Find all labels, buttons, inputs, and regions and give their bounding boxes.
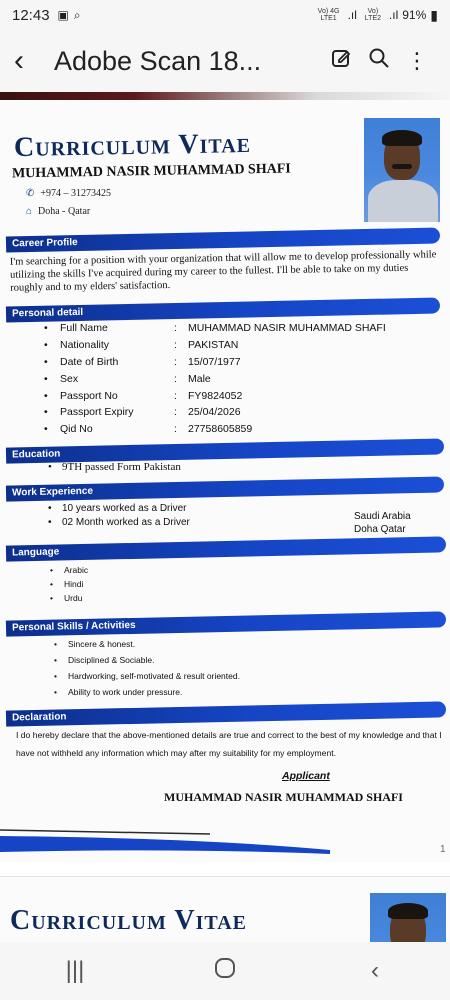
section-career-profile: Career Profile [6,227,440,252]
sim2-label: Vo) LTE2 [364,8,382,22]
home-circle-icon [214,957,236,979]
signature-name: MUHAMMAD NASIR MUHAMMAD SHAFI [164,790,403,804]
location-line [26,206,90,217]
sim1-label: Vo) 4G LTE1 [317,8,340,22]
home-button[interactable] [195,957,255,986]
list-item: • Sincere & honest. [54,636,240,652]
back-icon: ‹ [14,44,24,77]
cv-name: MUHAMMAD NASIR MUHAMMAD SHAFI [11,161,291,182]
page-number: 1 [440,844,446,855]
career-profile-text: I'm searching for a position with your organization that will allow me to develop professionally while utilizing the skills I've acquired during my career to the fullest. I'll be able to take on my duties roughly and to my elders' satisfaction. [9,249,437,294]
phone-number: +974 – 31273425 [40,188,112,199]
back-nav-icon: ‹ [371,957,379,984]
signal-icon-2: .ıl [388,8,399,22]
back-nav-button[interactable] [345,957,405,985]
profile-photo-page-2 [370,893,446,942]
list-item: • 02 Month worked as a Driver [48,516,190,530]
battery-percent: 91% [402,8,427,22]
language-list [50,563,88,605]
search-notification-icon: ⌕ [73,7,81,22]
search-icon [368,47,390,69]
work-location: Saudi Arabia [354,511,411,522]
phone-icon: ✆ [26,188,35,199]
document-page-1 [0,92,450,862]
work-location: Doha Qatar [354,524,406,535]
detail-row: • Passport No : FY9824052 [44,387,444,404]
top-decoration [0,92,450,100]
list-item: • Disciplined & Sociable. [54,652,240,668]
section-skills: Personal Skills / Activities [6,611,446,636]
profile-photo [364,118,440,222]
list-item: • Ability to work under pressure. [54,684,240,700]
system-nav-bar [0,942,450,1000]
edit-icon [330,47,352,69]
phone-line [26,188,111,199]
document-title: Adobe Scan 18... [54,45,262,76]
section-declaration: Declaration [6,701,446,726]
search-button[interactable] [360,47,398,75]
applicant-label: Applicant [282,770,330,782]
list-item: • 9TH passed Form Pakistan [48,460,181,474]
detail-row: • Passport Expiry : 25/04/2026 [44,404,444,421]
detail-row: • Date of Birth : 15/07/1977 [44,354,444,371]
skills-list [54,636,240,700]
list-item: • Hardworking, self-motivated & result oriented. [54,668,240,684]
recents-button[interactable] [45,957,105,985]
status-time: 12:43 [12,6,50,24]
battery-icon: ▮ [430,6,438,23]
section-personal-detail: Personal detail [6,297,440,322]
edit-button[interactable] [322,47,360,75]
list-item: • Arabic [50,563,88,577]
cv-title: Curriculum Vitae [13,127,252,164]
document-viewer[interactable] [0,92,450,942]
detail-row: • Nationality : PAKISTAN [44,337,444,354]
section-work-experience: Work Experience [6,476,444,501]
detail-row: • Full Name : MUHAMMAD NASIR MUHAMMAD SHAFI [44,320,444,337]
location-text: Doha - Qatar [38,206,91,217]
list-item: • Urdu [50,591,88,605]
list-item: • 10 years worked as a Driver [48,502,190,516]
declaration-text: I do hereby declare that the above-mentioned details are true and correct to the best of my knowledge and that I have not withheld any information which may after my suitability for my employment. [16,730,442,758]
bottom-decoration [0,828,450,856]
work-list [48,502,190,530]
status-right [314,7,438,24]
education-list [48,460,181,474]
recents-icon: ||| [65,957,85,984]
signal-icon: .ıl [347,8,357,22]
section-education: Education [6,438,444,463]
app-bar [0,30,450,92]
back-button[interactable] [14,46,54,76]
more-icon: ⋮ [406,48,428,73]
image-notification-icon: ▣ [57,8,69,22]
more-button[interactable] [398,48,436,74]
personal-detail-list [44,320,444,438]
detail-row: • Sex : Male [44,370,444,387]
notification-icons [58,8,81,23]
list-item: • Hindi [50,577,88,591]
document-page-2 [0,876,450,942]
status-bar [0,0,450,30]
section-language: Language [6,536,446,561]
cv-title-page-2: Curriculum Vitae [10,905,248,936]
home-icon: ⌂ [26,206,33,217]
detail-row: • Qid No : 27758605859 [44,421,444,438]
